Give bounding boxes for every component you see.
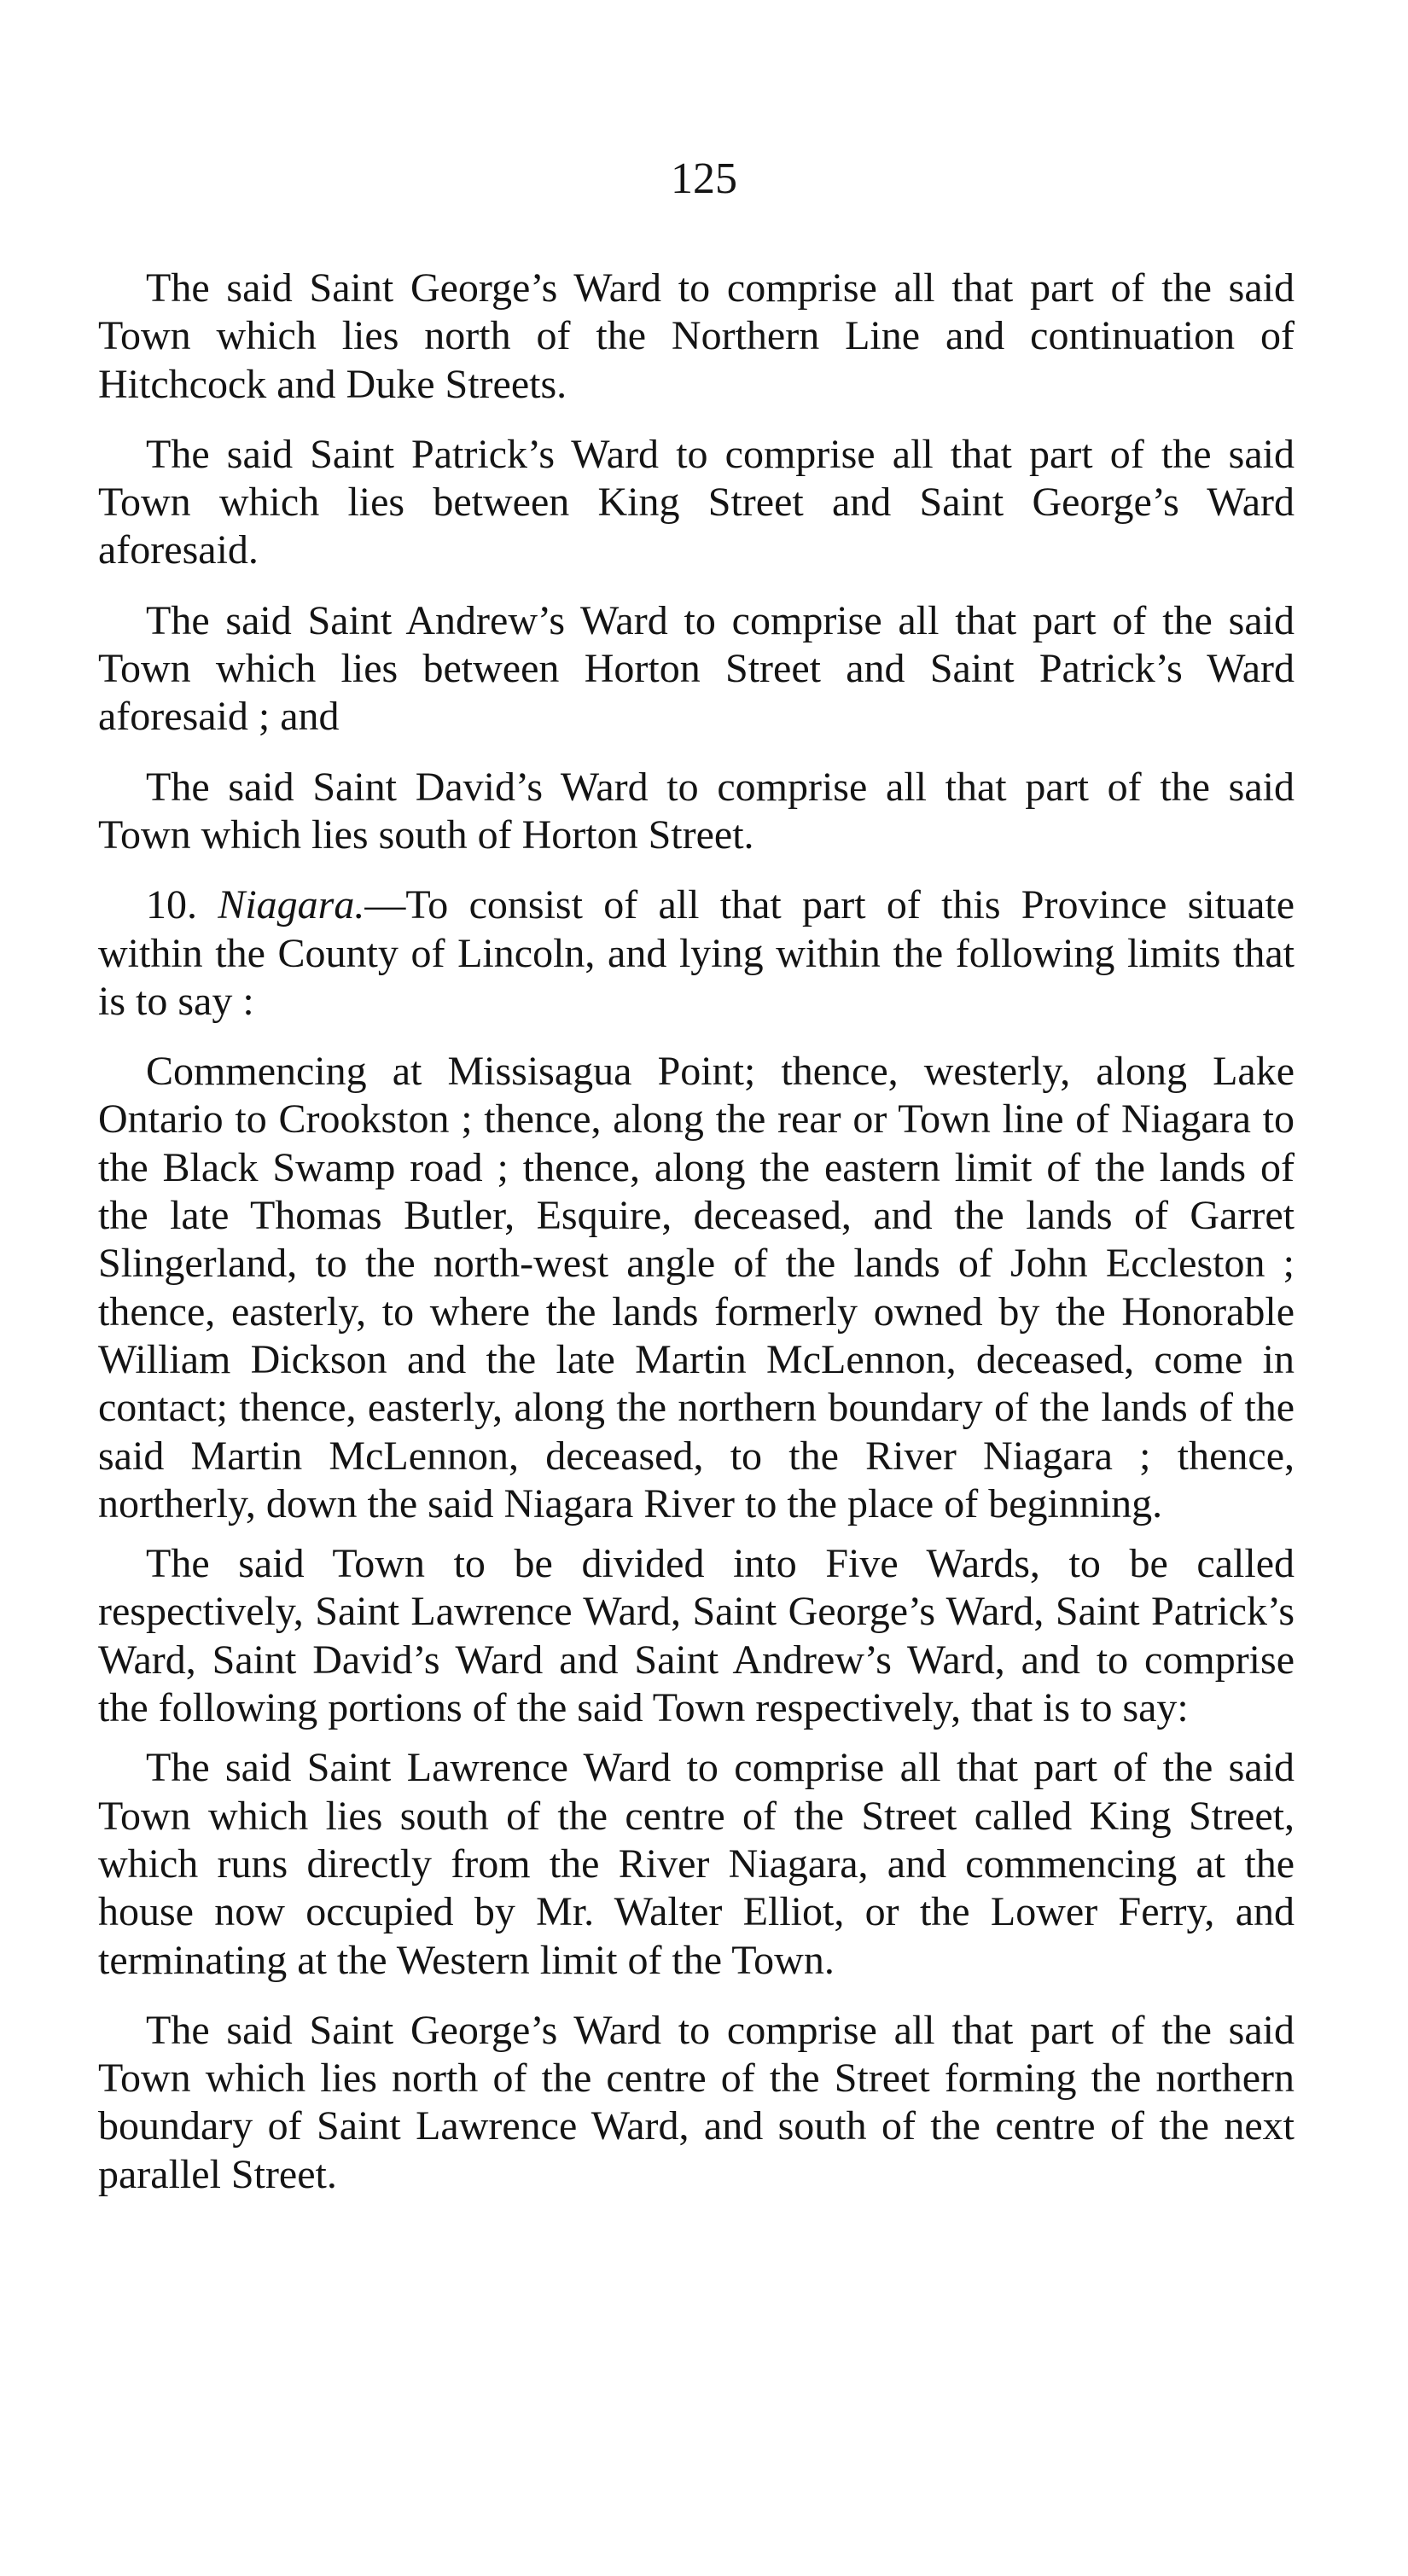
paragraph-st-george-ward: The said Saint George’s Ward to comprise all that part of the said Town which lies north of the Northern Line and continuation of Hitchcock and Duke Streets.: [98, 265, 1295, 407]
section-niagara: [98, 881, 1295, 1026]
section-title: Niagara.: [218, 882, 365, 928]
section-number: 10.: [146, 882, 197, 928]
body-text: [98, 265, 1295, 2221]
paragraph-st-patrick-ward: The said Saint Patrick’s Ward to comprise all that part of the said Town which lies between King Street and Saint George’s Ward aforesaid.: [98, 431, 1295, 573]
paragraph-st-david-ward: The said Saint David’s Ward to comprise all that part of the said Town which lies south of Horton Street.: [98, 764, 1295, 858]
section-text: —To consist of all that part of this Province situate within the County of Lincoln, and lying within the following limits that is to say :: [98, 882, 1295, 1024]
paragraph-st-lawrence-ward: The said Saint Lawrence Ward to comprise all that part of the said Town which lies south of the centre of the Street called King Street, which runs directly from the River Niagara, and commencing at the house now occupied by Mr. Walter Elliot, or the Lower Ferry, and terminating at the Western limit of the Town.: [98, 1745, 1295, 1983]
page-number: 125: [671, 154, 737, 203]
paragraph-st-andrew-ward: The said Saint Andrew’s Ward to comprise all that part of the said Town which lies between Horton Street and Saint Patrick’s Ward aforesaid ; and: [98, 597, 1295, 740]
paragraph-st-george-ward-niagara: The said Saint George’s Ward to comprise all that part of the said Town which lies north of the centre of the Street forming the northern boundary of Saint Lawrence Ward, and south of the centre of the next parallel Street.: [98, 2007, 1295, 2197]
paragraph-niagara-boundaries: Commencing at Missisagua Point; thence, westerly, along Lake Ontario to Crookston ; thence, along the rear or Town line of Niagara to the Black Swamp road ; thence, along the eastern limit of the lands of the late Thomas Butler, Esquire, deceased, and the lands of Garret Slingerland, to the north-west angle of the lands of John Eccleston ; thence, easterly, to where the lands formerly owned by the Honorable William Dickson and the late Martin McLennon, deceased, come in contact; thence, easterly, along the northern boundary of the lands of the said Martin McLennon, deceased, to the River Niagara ; thence, northerly, down the said Niagara River to the place of beginning.: [98, 1049, 1295, 1526]
paragraph-five-wards: The said Town to be divided into Five Wards, to be called respectively, Saint Lawrence Ward, Saint George’s Ward, Saint Patrick’s Ward, Saint David’s Ward and Saint Andrew’s Ward, and to comprise the following portions of the said Town respectively, that is to say:: [98, 1541, 1295, 1731]
